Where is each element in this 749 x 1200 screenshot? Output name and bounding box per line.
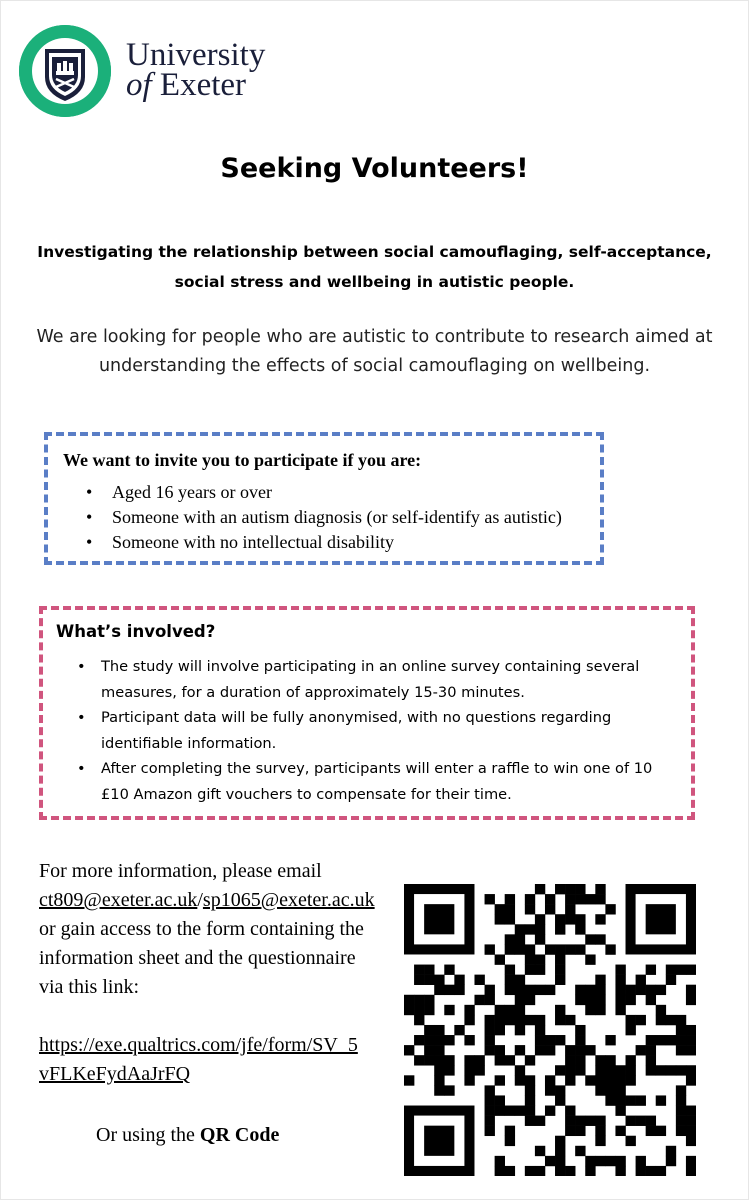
- contact-suffix: or gain access to the form containing the information sheet and the questionnaire via this link:: [39, 918, 364, 998]
- email-link-ct809[interactable]: ct809@exeter.ac.uk: [39, 889, 198, 911]
- survey-link[interactable]: https://exe.qualtrics.com/jfe/form/SV_5vFLKeFydAaJrFQ: [39, 1034, 358, 1085]
- eligibility-item: • Aged 16 years or over: [86, 480, 562, 505]
- contact-prefix: For more information, please email: [39, 860, 322, 882]
- wordmark-line1: University: [126, 37, 266, 73]
- study-subtitle: Investigating the relationship between social camouflaging, self-acceptance, social stress and wellbeing in autistic people.: [37, 243, 712, 291]
- wordmark-of: of: [126, 67, 152, 103]
- email-separator: /: [197, 889, 203, 911]
- eligibility-box: [44, 432, 604, 565]
- contact-info: [39, 857, 375, 1002]
- university-crest-logo: [19, 25, 111, 117]
- eligibility-item: • Someone with no intellectual disability: [86, 530, 562, 555]
- involvement-box: [39, 606, 695, 820]
- eligibility-list: [86, 480, 562, 555]
- qr-caption-prefix: Or using the: [96, 1124, 200, 1146]
- eligibility-item: • Someone with an autism diagnosis (or self-identify as autistic): [86, 505, 562, 530]
- involvement-item: • After completing the survey, participants will enter a raffle to win one of 10 £10 Amazon gift vouchers to compensate for their time.: [77, 756, 667, 807]
- intro-text: We are looking for people who are autistic to contribute to research aimed at understanding the effects of social camouflaging on wellbeing.: [36, 327, 713, 376]
- involvement-list: [77, 654, 667, 807]
- qr-code-graphic: [404, 884, 696, 1176]
- wordmark-line2: [126, 67, 265, 103]
- qr-code-icon[interactable]: [404, 884, 696, 1176]
- qr-caption: [96, 1124, 279, 1147]
- eligibility-heading: We want to invite you to participate if you are:: [63, 450, 422, 470]
- involvement-item: • The study will involve participating in an online survey containing several measures, for a duration of approximately 15-30 minutes.: [77, 654, 667, 705]
- university-wordmark: [126, 37, 266, 103]
- involvement-heading: What’s involved?: [56, 622, 216, 641]
- qr-caption-bold: QR Code: [199, 1124, 280, 1146]
- wordmark-exeter: Exeter: [159, 67, 247, 103]
- email-link-sp1065[interactable]: sp1065@exeter.ac.uk: [202, 889, 375, 911]
- involvement-item: • Participant data will be fully anonymised, with no questions regarding identifiable information.: [77, 705, 667, 756]
- page-title: Seeking Volunteers!: [220, 153, 529, 184]
